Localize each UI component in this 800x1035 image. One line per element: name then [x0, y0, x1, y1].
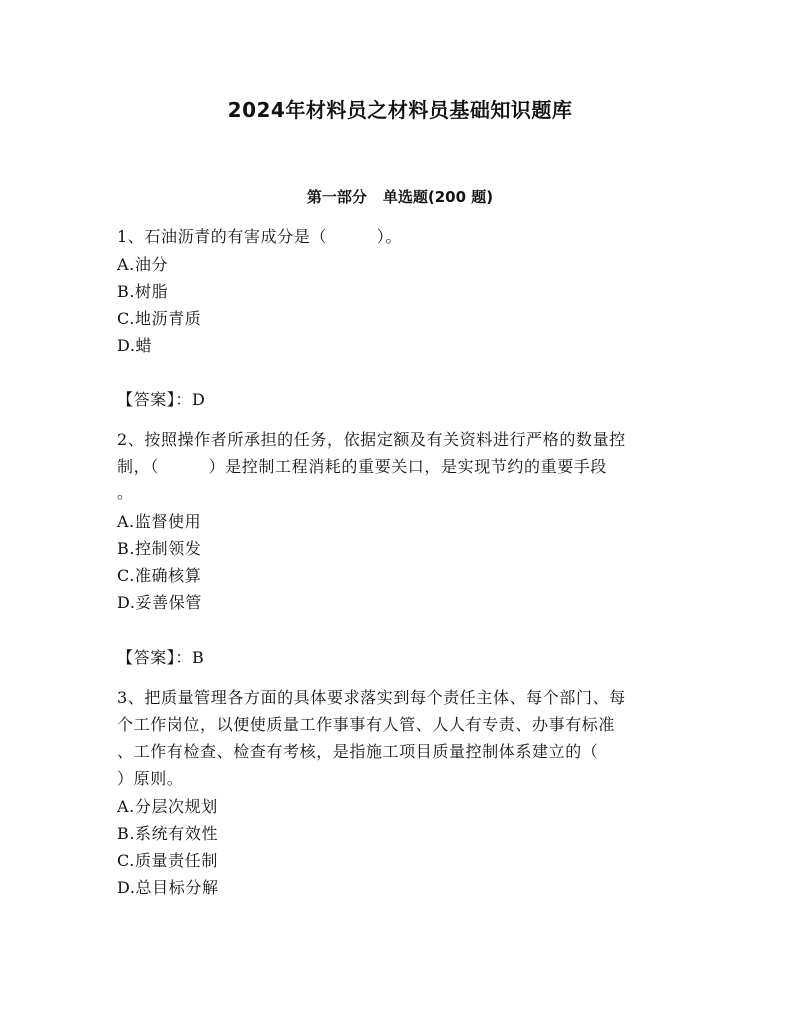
question-2-option-b: B.控制领发 [117, 539, 202, 558]
question-3-option-b: B.系统有效性 [117, 824, 219, 843]
question-3-option-c: C.质量责任制 [117, 851, 218, 870]
answer-label: 【答案】： [117, 648, 193, 667]
section-heading [0, 186, 800, 207]
question-3-text-line-3: 、工作有检查、检查有考核，是指施工项目质量控制体系建立的（ [117, 742, 599, 761]
question-2-option-d: D.妥善保管 [117, 593, 202, 612]
question-3-text-line-1: 3、把质量管理各方面的具体要求落实到每个责任主体、每个部门、每 [117, 688, 626, 707]
answer-value: B [192, 648, 205, 667]
document-title: 2024年材料员之材料员基础知识题库 [227, 98, 573, 122]
question-1-answer [117, 389, 697, 411]
question-2-text-line-2: 制，（ ）是控制工程消耗的重要关口，是实现节约的重要手段 [117, 457, 608, 476]
question-1-option-a: A.油分 [117, 255, 169, 274]
question-2-text-line-1: 2、按照操作者所承担的任务，依据定额及有关资料进行严格的数量控 [117, 430, 626, 449]
question-1-text: 1、石油沥青的有害成分是（ ）。 [117, 227, 402, 246]
question-3-option-d: D.总目标分解 [117, 878, 219, 897]
section-type: 单选题(200 题) [382, 188, 494, 206]
question-1-option-d: D.蜡 [117, 336, 153, 355]
question-2-text-line-3: 。 [117, 483, 134, 502]
question-3-text-line-2: 个工作岗位，以便使质量工作事事有人管、人人有专责、办事有标准 [117, 715, 616, 734]
question-1-option-c: C.地沥青质 [117, 309, 202, 328]
answer-value: D [192, 390, 206, 409]
question-2-option-a: A.监督使用 [117, 512, 202, 531]
question-3-option-a: A.分层次规划 [117, 797, 218, 816]
question-2-answer [117, 647, 697, 669]
question-3-text-line-4: ）原则。 [117, 769, 184, 788]
answer-label: 【答案】： [117, 390, 193, 409]
section-label: 第一部分 [306, 188, 367, 206]
question-2-option-c: C.准确核算 [117, 566, 202, 585]
question-1-option-b: B.树脂 [117, 282, 169, 301]
